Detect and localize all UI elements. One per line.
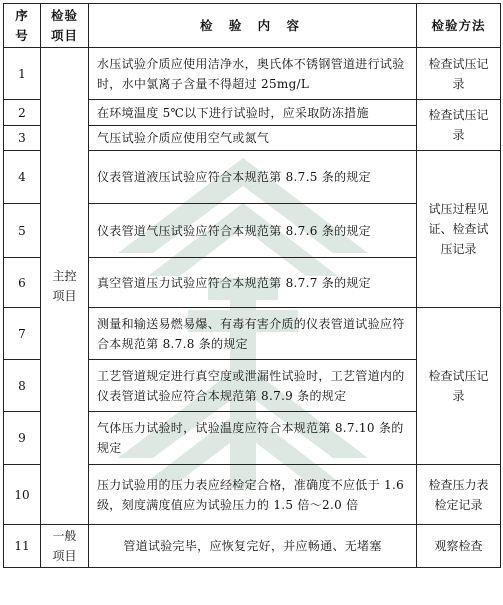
row-number: 2: [4, 100, 41, 126]
row-content: 水压试验介质应使用洁净水，奥氏体不锈钢管道进行试验时，水中氯离子含量不得超过 25mg/L: [89, 48, 417, 100]
row-number: 11: [4, 525, 41, 568]
row-method: 检查压力表检定记录: [417, 465, 501, 525]
row-content: 气压试验介质应使用空气或氮气: [89, 126, 417, 151]
header-row: [4, 4, 501, 48]
inspection-table: [3, 3, 501, 568]
row-number: 3: [4, 126, 41, 151]
row-content: 工艺管道规定进行真空度或泄漏性试验时，工艺管道内的仪表管道试验应符合本规范第 8.7.9 条的规定: [89, 360, 417, 412]
row-method: 检查试压记录: [417, 48, 501, 100]
row-content: 气体压力试验时，试验温度应符合本规范第 8.7.10 条的规定: [89, 412, 417, 465]
row-content: 管道试验完毕，应恢复完好，并应畅通、无堵塞: [89, 525, 417, 568]
row-number: 6: [4, 258, 41, 308]
row-content: 压力试验用的压力表应经检定合格，准确度不应低于 1.6 级，刻度满度值应为试验压力的 1.5 倍～2.0 倍: [89, 465, 417, 525]
row-method: 检查试压记录: [417, 100, 501, 151]
category-general: 一般项目: [41, 525, 89, 568]
table-row: [4, 48, 501, 100]
category-main: 主控项目: [41, 48, 89, 525]
header-content: 检 验 内 容: [89, 4, 417, 48]
row-content: 在环境温度 5℃以下进行试验时，应采取防冻措施: [89, 100, 417, 126]
row-content: 测量和输送易燃易爆、有毒有害介质的仪表管道试验应符合本规范第 8.7.8 条的规定: [89, 308, 417, 360]
row-content: 仪表管道气压试验应符合本规范第 8.7.6 条的规定: [89, 204, 417, 258]
row-number: 1: [4, 48, 41, 100]
row-number: 9: [4, 412, 41, 465]
row-content: 仪表管道液压试验应符合本规范第 8.7.5 条的规定: [89, 151, 417, 204]
row-number: 8: [4, 360, 41, 412]
row-number: 5: [4, 204, 41, 258]
header-seq: 序号: [4, 4, 41, 48]
header-method: 检验方法: [417, 4, 501, 48]
row-number: 4: [4, 151, 41, 204]
row-number: 7: [4, 308, 41, 360]
row-content: 真空管道压力试验应符合本规范第 8.7.7 条的规定: [89, 258, 417, 308]
row-number: 10: [4, 465, 41, 525]
row-method: 试压过程见证、检查试压记录: [417, 151, 501, 308]
row-method: 观察检查: [417, 525, 501, 568]
table-row: [4, 525, 501, 568]
header-item: 检验项目: [41, 4, 89, 48]
row-method: 检查试压记录: [417, 308, 501, 465]
